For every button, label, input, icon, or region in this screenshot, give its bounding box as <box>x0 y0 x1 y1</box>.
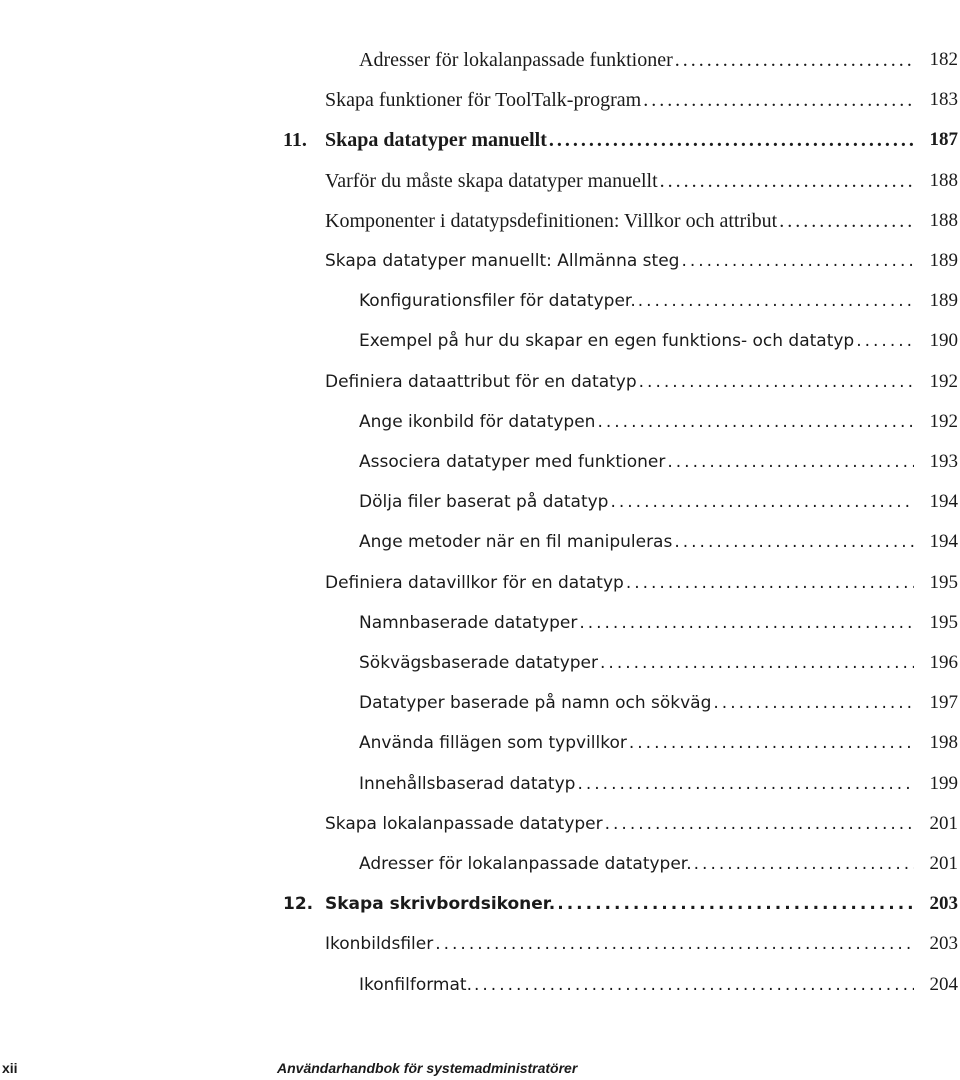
toc-dot-leader <box>637 366 914 398</box>
toc-dot-leader <box>603 808 914 840</box>
toc-entry[interactable] <box>283 124 958 156</box>
toc-entry[interactable] <box>359 969 958 1001</box>
toc-dot-leader <box>658 165 914 197</box>
toc-entry-title: Dölja filer baserat på datatyp <box>359 492 609 512</box>
toc-entry-title: Skapa datatyper manuellt: Allmänna steg <box>325 251 680 271</box>
toc-page-number: 189 <box>929 290 958 311</box>
toc-entry[interactable] <box>359 325 958 357</box>
toc-page-number: 203 <box>929 933 958 954</box>
toc-entry-title: Skapa lokalanpassade datatyper <box>325 814 603 834</box>
toc-entry-title: Varför du måste skapa datatyper manuellt <box>325 170 658 192</box>
toc-entry-title: Adresser för lokalanpassade datatyper. <box>359 854 692 874</box>
toc-dot-leader <box>854 325 914 357</box>
toc-dot-leader <box>555 888 914 920</box>
toc-dot-leader <box>672 526 914 558</box>
toc-page-number: 194 <box>929 491 958 512</box>
toc-entry[interactable] <box>325 245 958 277</box>
toc-page-number: 195 <box>929 572 958 593</box>
toc-dot-leader <box>627 727 914 759</box>
toc-entry-title: Innehållsbaserad datatyp <box>359 774 576 794</box>
toc-entry-title: Exempel på hur du skapar en egen funktions- och datatyp <box>359 331 855 351</box>
toc-entry[interactable] <box>325 205 958 237</box>
toc-entry[interactable] <box>359 687 958 719</box>
toc-page-number: 192 <box>929 371 958 392</box>
toc-entry-title: Komponenter i datatypsdefinitionen: Villkor och attribut <box>325 210 778 232</box>
toc-entry-title: Skapa funktioner för ToolTalk-program <box>325 89 642 111</box>
toc-entry[interactable] <box>325 808 958 840</box>
toc-entry[interactable] <box>359 607 958 639</box>
toc-dot-leader <box>624 567 914 599</box>
toc-page-number: 194 <box>929 531 958 552</box>
toc-page-number: 198 <box>929 732 958 753</box>
toc-entry[interactable] <box>359 727 958 759</box>
toc-dot-leader <box>665 446 914 478</box>
toc-dot-leader <box>673 44 914 76</box>
toc-chapter-number: 12. <box>283 894 314 914</box>
toc-dot-leader <box>641 84 914 116</box>
toc-entry[interactable] <box>325 366 958 398</box>
toc-dot-leader <box>608 486 914 518</box>
toc-entry[interactable] <box>359 768 958 800</box>
page-footer <box>0 1058 960 1080</box>
toc-entry-title: Associera datatyper med funktioner <box>359 452 666 472</box>
toc-entry-title: Ikonfilformat. <box>359 975 472 995</box>
toc-dot-leader <box>636 285 914 317</box>
toc-entry-title: Använda fillägen som typvillkor <box>359 733 627 753</box>
toc-entry-title: Namnbaserade datatyper <box>359 613 578 633</box>
toc-page-number: 195 <box>929 612 958 633</box>
toc-entry[interactable] <box>359 285 958 317</box>
toc-dot-leader <box>472 969 914 1001</box>
toc-entry[interactable] <box>325 84 958 116</box>
toc-entry[interactable] <box>359 44 958 76</box>
toc-entry-title: Skapa datatyper manuellt <box>325 129 547 151</box>
toc-entry[interactable] <box>325 567 958 599</box>
toc-dot-leader <box>595 406 914 438</box>
toc-page-number: 196 <box>929 652 958 673</box>
toc-page-number: 199 <box>929 773 958 794</box>
toc-entry-title: Adresser för lokalanpassade funktioner <box>359 49 673 71</box>
toc-page-number: 193 <box>929 451 958 472</box>
toc-page-number: 182 <box>929 49 958 70</box>
toc-entry[interactable] <box>359 526 958 558</box>
toc-dot-leader <box>711 687 914 719</box>
toc-entry-title: Sökvägsbaserade datatyper <box>359 653 599 673</box>
toc-entry-title: Ange ikonbild för datatypen <box>359 412 596 432</box>
toc-dot-leader <box>679 245 914 277</box>
toc-page-number: 189 <box>929 250 958 271</box>
toc-dot-leader <box>777 205 914 237</box>
toc-page-number: 188 <box>929 210 958 231</box>
toc-entry[interactable] <box>325 928 958 960</box>
toc-dot-leader <box>598 647 914 679</box>
toc-page-number: 201 <box>929 813 958 834</box>
toc-entry-title: Ikonbildsfiler <box>325 934 434 954</box>
toc-page-number: 190 <box>929 330 958 351</box>
toc-page-number: 197 <box>929 692 958 713</box>
toc-entry-title: Definiera datavillkor för en datatyp <box>325 573 624 593</box>
toc-dot-leader <box>433 928 914 960</box>
toc-entry[interactable] <box>283 888 958 920</box>
toc-page-number: 188 <box>929 170 958 191</box>
toc-page-number: 204 <box>929 974 958 995</box>
toc-page-number: 203 <box>929 893 958 914</box>
toc-entry-title: Definiera dataattribut för en datatyp <box>325 372 637 392</box>
toc-page-number: 201 <box>929 853 958 874</box>
toc-entry[interactable] <box>325 165 958 197</box>
toc-entry-title: Skapa skrivbordsikoner. <box>325 894 556 914</box>
toc-entry[interactable] <box>359 446 958 478</box>
toc-entry[interactable] <box>359 647 958 679</box>
toc-dot-leader <box>547 124 914 156</box>
toc-dot-leader <box>692 848 914 880</box>
toc-chapter-number: 11. <box>283 129 307 151</box>
toc-dot-leader <box>577 607 914 639</box>
footer-book-title: Användarhandbok för systemadministratörer <box>277 1060 578 1076</box>
toc-dot-leader <box>575 768 914 800</box>
toc-page-number: 192 <box>929 411 958 432</box>
toc-entry[interactable] <box>359 406 958 438</box>
toc-entry-title: Datatyper baserade på namn och sökväg <box>359 693 712 713</box>
toc-entry-title: Ange metoder när en fil manipuleras <box>359 532 673 552</box>
toc-entry[interactable] <box>359 486 958 518</box>
toc-entry-title: Konfigurationsfiler för datatyper. <box>359 291 636 311</box>
toc-entry[interactable] <box>359 848 958 880</box>
toc-page-number: 187 <box>929 129 958 150</box>
toc-page-number: 183 <box>929 89 958 110</box>
footer-page-number: xii <box>2 1060 18 1076</box>
